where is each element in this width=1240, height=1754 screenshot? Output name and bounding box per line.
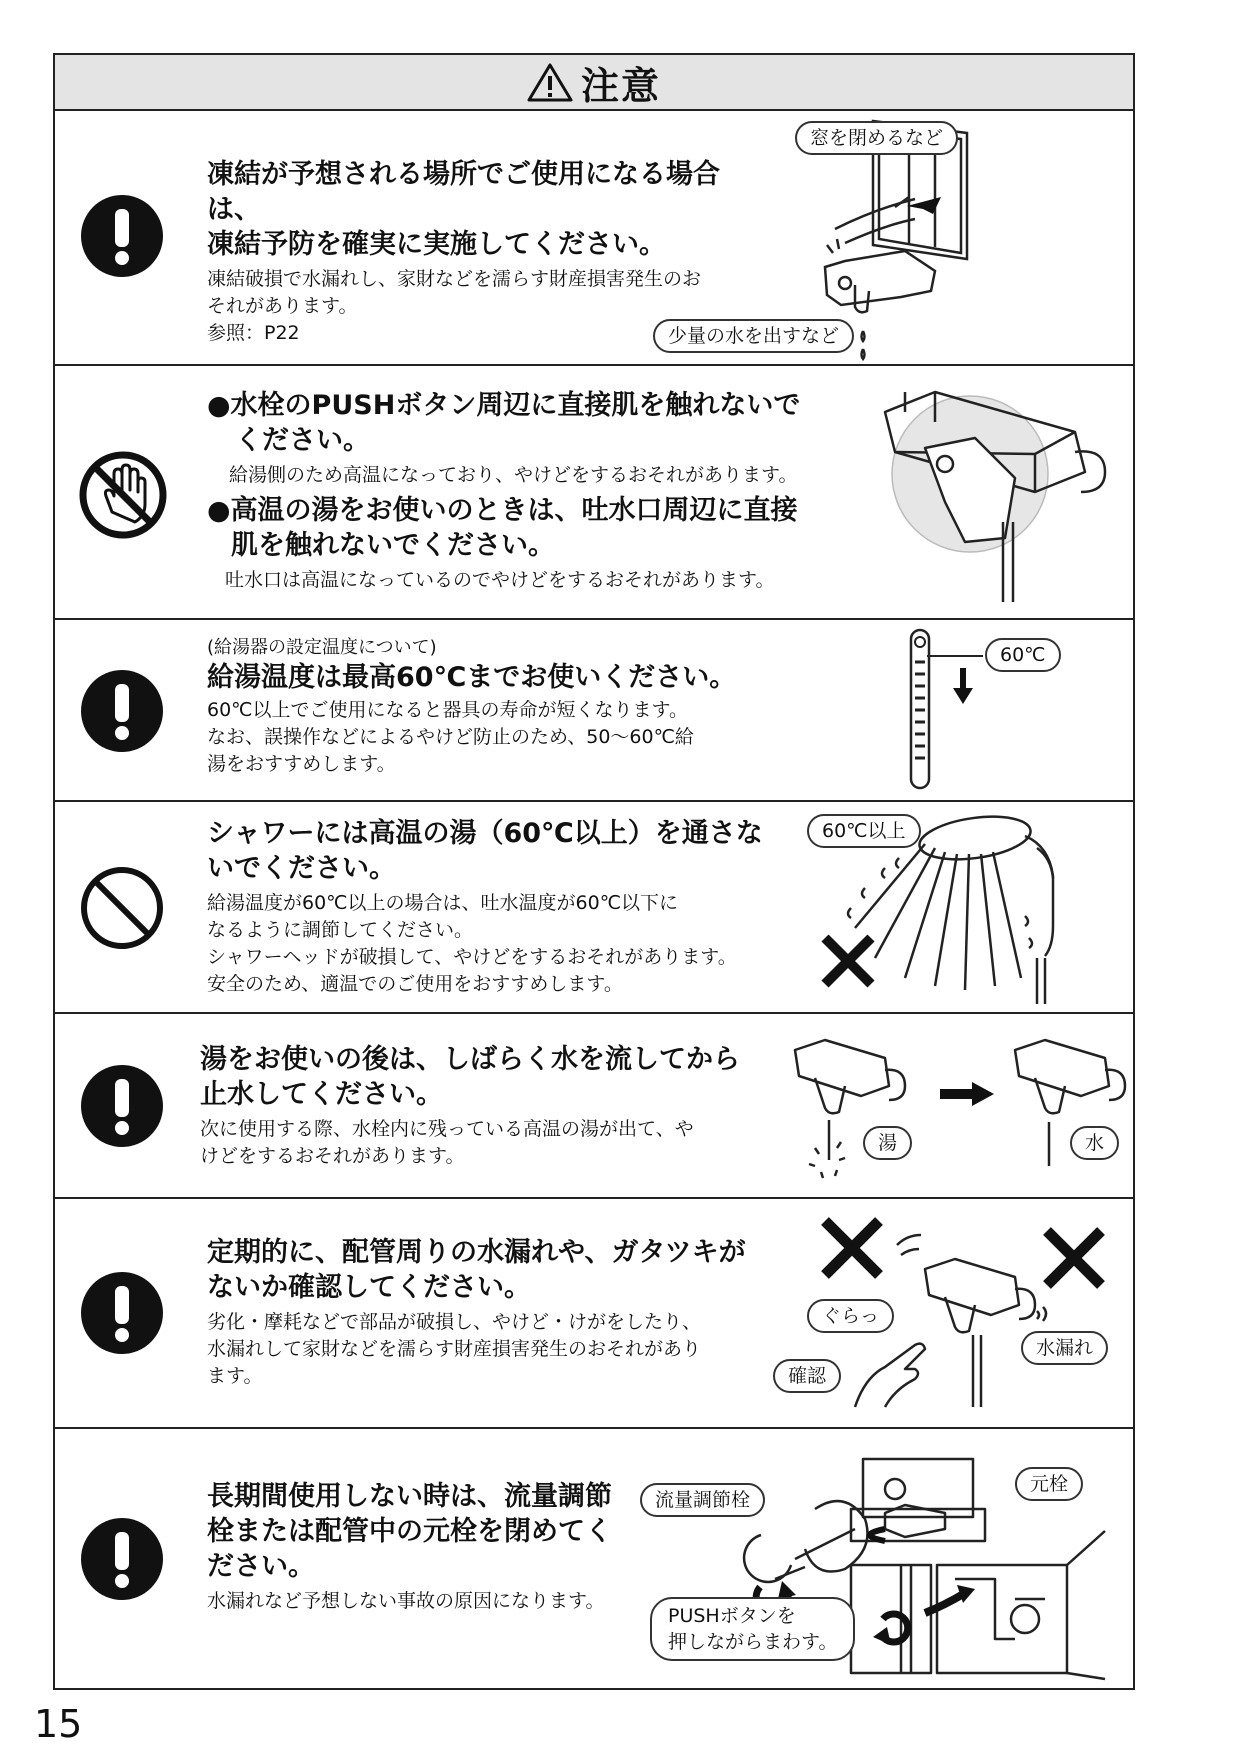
section-body: それがあります。 xyxy=(207,295,358,317)
tag-label: 確認 xyxy=(773,1359,841,1393)
page-number: 15 xyxy=(34,1702,83,1746)
tag-label: 60℃ xyxy=(985,638,1061,672)
section-shower-temp xyxy=(55,802,1133,1014)
mandatory-action-icon xyxy=(80,194,164,278)
warning-triangle-icon xyxy=(527,62,573,102)
mandatory-action-icon xyxy=(80,1064,164,1148)
mandatory-action-icon xyxy=(80,1271,164,1355)
section-heading: 凍結予防を確実に実施してください。 xyxy=(207,229,666,260)
section-body: 給湯側のため高温になっており、やけどをするおそれがあります。 xyxy=(229,464,798,486)
section-water-heater-temp xyxy=(55,620,1133,802)
section-body: 凍結破損で水漏れし、家財などを濡らす財産損害発生のお xyxy=(207,268,702,290)
tag-label: ぐらっ xyxy=(807,1299,894,1333)
section-heading: 止水してください。 xyxy=(200,1079,443,1110)
section-freeze xyxy=(55,109,1133,366)
section-heading: ください。 xyxy=(235,425,370,456)
section-periodic-check xyxy=(55,1199,1133,1429)
caution-header xyxy=(55,55,1133,111)
tag-label: 湯 xyxy=(863,1126,912,1160)
push-button-instruction xyxy=(650,1597,855,1661)
no-touch-icon xyxy=(78,450,168,540)
section-body: シャワーヘッドが破損して、やけどをするおそれがあります。 xyxy=(207,946,737,968)
section-body: なるように調節してください。 xyxy=(207,919,474,941)
section-heading: ●高温の湯をお使いのときは、吐水口周辺に直接 xyxy=(207,495,798,526)
caution-frame xyxy=(53,53,1135,1690)
section-reference: 参照：P22 xyxy=(207,322,300,344)
section-body: ます。 xyxy=(207,1365,263,1387)
tag-label: 流量調節栓 xyxy=(640,1483,765,1517)
section-body: 湯をおすすめします。 xyxy=(207,753,396,775)
faucet-flush-illustration xyxy=(785,1030,1135,1195)
section-body: 次に使用する際、水栓内に残っている高温の湯が出て、や xyxy=(200,1118,694,1140)
section-body: けどをするおそれがあります。 xyxy=(200,1145,465,1167)
section-heading: 凍結が予想される場所でご使用になる場合は、 xyxy=(207,159,720,225)
faucet-hot-illustration xyxy=(875,372,1135,612)
section-heading: 長期間使用しない時は、流量調節 xyxy=(207,1481,612,1512)
caution-title: 注意 xyxy=(580,63,661,108)
prohibition-icon xyxy=(80,866,164,950)
tag-label: 水 xyxy=(1070,1126,1119,1160)
section-body: 水漏れなど予想しない事故の原因になります。 xyxy=(207,1590,605,1612)
tag-label: 元栓 xyxy=(1015,1467,1083,1501)
section-body: 吐水口は高温になっているのでやけどをするおそれがあります。 xyxy=(225,569,775,591)
tag-label: 水漏れ xyxy=(1021,1331,1108,1365)
push-line: 押しながらまわす。 xyxy=(668,1631,838,1653)
section-heading: 栓または配管中の元栓を閉めてく xyxy=(207,1516,612,1547)
tag-label: 少量の水を出すなど xyxy=(653,319,854,353)
section-hot-surface xyxy=(55,366,1133,620)
section-body: 劣化・摩耗などで部品が破損し、やけど・けがをしたり、 xyxy=(207,1311,702,1333)
tag-label: 60℃以上 xyxy=(807,814,921,848)
section-body: 60℃以上でご使用になると器具の寿命が短くなります。 xyxy=(207,699,688,721)
section-flush-water xyxy=(55,1014,1133,1199)
mandatory-action-icon xyxy=(80,669,164,753)
section-heading: 肌を触れないでください。 xyxy=(231,530,555,561)
section-body: なお、誤操作などによるやけど防止のため、50～60℃給 xyxy=(207,726,694,748)
section-heading: ●水栓のPUSHボタン周辺に直接肌を触れないで xyxy=(207,390,801,421)
section-body: 給湯温度が60℃以上の場合は、吐水温度が60℃以下に xyxy=(207,892,679,914)
section-long-term-storage xyxy=(55,1429,1133,1688)
section-heading: 給湯温度は最高60℃までお使いください。 xyxy=(207,662,737,693)
tag-label: 窓を閉めるなど xyxy=(795,121,958,155)
section-heading: ないか確認してください。 xyxy=(207,1272,531,1303)
section-heading: シャワーには高温の湯（60℃以上）を通さな xyxy=(207,818,763,849)
section-heading: 湯をお使いの後は、しばらく水を流してから xyxy=(200,1044,740,1075)
arrow-right-icon xyxy=(940,1082,994,1106)
mandatory-action-icon xyxy=(80,1517,164,1601)
section-body: 安全のため、適温でのご使用をおすすめします。 xyxy=(207,973,623,995)
section-body: 水漏れして家財などを濡らす財産損害発生のおそれがあり xyxy=(207,1338,702,1360)
section-heading: いでください。 xyxy=(207,853,396,884)
push-line: PUSHボタンを xyxy=(668,1605,796,1627)
section-heading: 定期的に、配管周りの水漏れや、ガタツキが xyxy=(207,1237,746,1268)
section-note: (給湯器の設定温度について) xyxy=(207,637,437,658)
section-heading: ださい。 xyxy=(207,1551,315,1582)
